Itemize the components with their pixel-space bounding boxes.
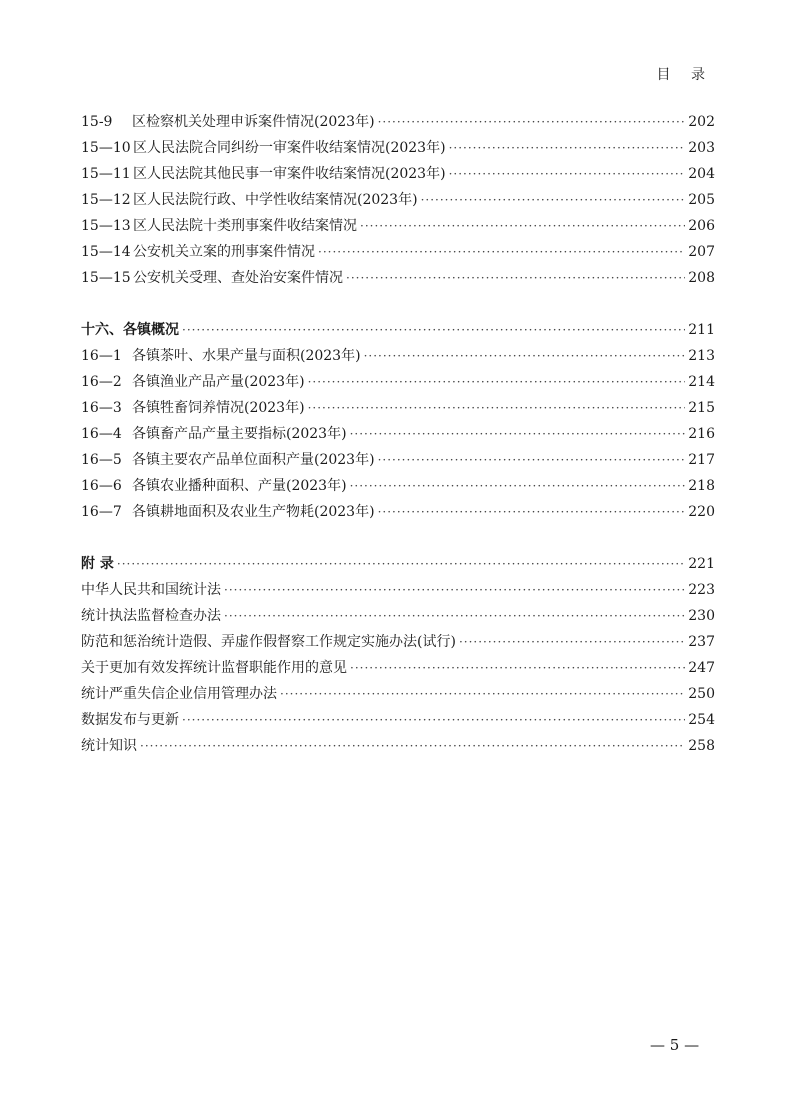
toc-section — [81, 551, 715, 759]
toc-entry[interactable] — [81, 473, 715, 499]
toc-entry-title: 统计知识 — [81, 738, 137, 754]
toc-entry-number: 16—1 — [81, 348, 122, 364]
toc-entry[interactable] — [81, 239, 715, 265]
toc-entry-title: 各镇牲畜饲养情况(2023年) — [132, 400, 305, 416]
toc-entry-title: 统计执法监督检查办法 — [81, 608, 221, 624]
dot-leader — [280, 681, 685, 707]
toc-entry-title: 区检察机关处理申诉案件情况(2023年) — [132, 114, 375, 130]
running-head: 目 录 — [656, 67, 713, 83]
dot-leader — [308, 395, 686, 421]
toc-entry-title: 关于更加有效发挥统计监督职能作用的意见 — [81, 660, 347, 676]
toc-entry-number: 15—13 — [81, 218, 131, 234]
toc-page-number: 218 — [688, 478, 715, 494]
toc-entry-title: 各镇茶叶、水果产量与面积(2023年) — [132, 348, 361, 364]
toc-page-number: 213 — [688, 348, 715, 364]
toc-entry[interactable] — [81, 447, 715, 473]
toc-entry-number: 16—6 — [81, 478, 122, 494]
toc-section — [81, 317, 715, 525]
toc-page-number: 230 — [688, 608, 715, 624]
toc-entry[interactable] — [81, 343, 715, 369]
toc-entry-number: 15—15 — [81, 270, 131, 286]
toc-page-number: 221 — [688, 556, 715, 572]
toc-page-number: 250 — [688, 686, 715, 702]
toc-entry-number: 15—12 — [81, 192, 131, 208]
toc-entry[interactable] — [81, 629, 715, 655]
toc-entry-title: 防范和惩治统计造假、弄虚作假督察工作规定实施办法(试行) — [81, 634, 456, 650]
toc-entry-title: 区人民法院其他民事一审案件收结案情况(2023年) — [133, 166, 446, 182]
dot-leader — [224, 603, 685, 629]
dot-leader — [224, 577, 685, 603]
toc-entry-title: 各镇渔业产品产量(2023年) — [132, 374, 305, 390]
toc-entry-title: 各镇农业播种面积、产量(2023年) — [132, 478, 347, 494]
dot-leader — [182, 317, 685, 343]
toc-page-number: 247 — [688, 660, 715, 676]
toc-entry-title: 公安机关立案的刑事案件情况 — [133, 244, 315, 260]
toc-entry-title: 区人民法院行政、中学性收结案情况(2023年) — [133, 192, 418, 208]
dot-leader — [346, 265, 685, 291]
toc-entry[interactable] — [81, 577, 715, 603]
toc-entry[interactable] — [81, 707, 715, 733]
dot-leader — [459, 629, 685, 655]
toc-entry-title: 中华人民共和国统计法 — [81, 582, 221, 598]
toc-entry-number: 15—11 — [81, 166, 131, 182]
toc-chapter-title: 附 录 — [81, 556, 114, 572]
toc-page-number: 211 — [688, 322, 715, 338]
toc-entry-number: 16—4 — [81, 426, 122, 442]
toc-entry-number: 16—2 — [81, 374, 122, 390]
toc-page-number: 203 — [688, 140, 715, 156]
dot-leader — [140, 733, 685, 759]
table-of-contents — [81, 109, 715, 785]
dot-leader — [308, 369, 686, 395]
toc-page-number: 220 — [688, 504, 715, 520]
toc-page-number: 205 — [688, 192, 715, 208]
toc-entry[interactable] — [81, 187, 715, 213]
toc-entry-number: 15—14 — [81, 244, 131, 260]
toc-entry-title: 统计严重失信企业信用管理办法 — [81, 686, 277, 702]
toc-section — [81, 109, 715, 291]
toc-page-number: 237 — [688, 634, 715, 650]
toc-page-number: 206 — [688, 218, 715, 234]
toc-page-number: 217 — [688, 452, 715, 468]
toc-entry[interactable] — [81, 603, 715, 629]
toc-page-number: 202 — [688, 114, 715, 130]
page-number-footer: — 5 — — [650, 1036, 700, 1054]
dot-leader — [378, 499, 686, 525]
toc-page-number: 254 — [688, 712, 715, 728]
dot-leader — [350, 421, 686, 447]
toc-entry[interactable] — [81, 551, 715, 577]
toc-entry[interactable] — [81, 135, 715, 161]
dot-leader — [378, 109, 686, 135]
toc-page-number: 207 — [688, 244, 715, 260]
toc-page-number: 215 — [688, 400, 715, 416]
toc-page-number: 216 — [688, 426, 715, 442]
toc-entry-title: 公安机关受理、查处治安案件情况 — [133, 270, 343, 286]
dot-leader — [378, 447, 686, 473]
toc-page-number: 223 — [688, 582, 715, 598]
toc-entry-title: 区人民法院合同纠纷一审案件收结案情况(2023年) — [133, 140, 446, 156]
toc-chapter-title: 十六、各镇概况 — [81, 322, 179, 338]
toc-entry[interactable] — [81, 317, 715, 343]
toc-entry[interactable] — [81, 265, 715, 291]
toc-entry-number: 15-9 — [81, 114, 113, 130]
toc-entry[interactable] — [81, 213, 715, 239]
dot-leader — [350, 473, 686, 499]
toc-entry-title: 各镇耕地面积及农业生产物耗(2023年) — [132, 504, 375, 520]
toc-entry[interactable] — [81, 395, 715, 421]
dot-leader — [449, 135, 686, 161]
toc-entry-number: 15—10 — [81, 140, 131, 156]
dot-leader — [360, 213, 685, 239]
toc-entry[interactable] — [81, 681, 715, 707]
dot-leader — [182, 707, 685, 733]
toc-entry-number: 16—7 — [81, 504, 122, 520]
toc-page-number: 258 — [688, 738, 715, 754]
toc-entry[interactable] — [81, 161, 715, 187]
toc-entry[interactable] — [81, 369, 715, 395]
toc-entry[interactable] — [81, 421, 715, 447]
toc-entry-title: 区人民法院十类刑事案件收结案情况 — [133, 218, 357, 234]
dot-leader — [449, 161, 686, 187]
toc-entry[interactable] — [81, 109, 715, 135]
toc-entry-number: 16—3 — [81, 400, 122, 416]
dot-leader — [117, 551, 685, 577]
dot-leader — [350, 655, 685, 681]
toc-entry[interactable] — [81, 499, 715, 525]
dot-leader — [421, 187, 686, 213]
toc-entry-number: 16—5 — [81, 452, 122, 468]
toc-entry[interactable] — [81, 733, 715, 759]
dot-leader — [364, 343, 686, 369]
dot-leader — [318, 239, 685, 265]
toc-entry-title: 数据发布与更新 — [81, 712, 179, 728]
toc-page-number: 208 — [688, 270, 715, 286]
toc-entry[interactable] — [81, 655, 715, 681]
toc-page-number: 214 — [688, 374, 715, 390]
toc-entry-title: 各镇主要农产品单位面积产量(2023年) — [132, 452, 375, 468]
toc-entry-title: 各镇畜产品产量主要指标(2023年) — [132, 426, 347, 442]
toc-page-number: 204 — [688, 166, 715, 182]
